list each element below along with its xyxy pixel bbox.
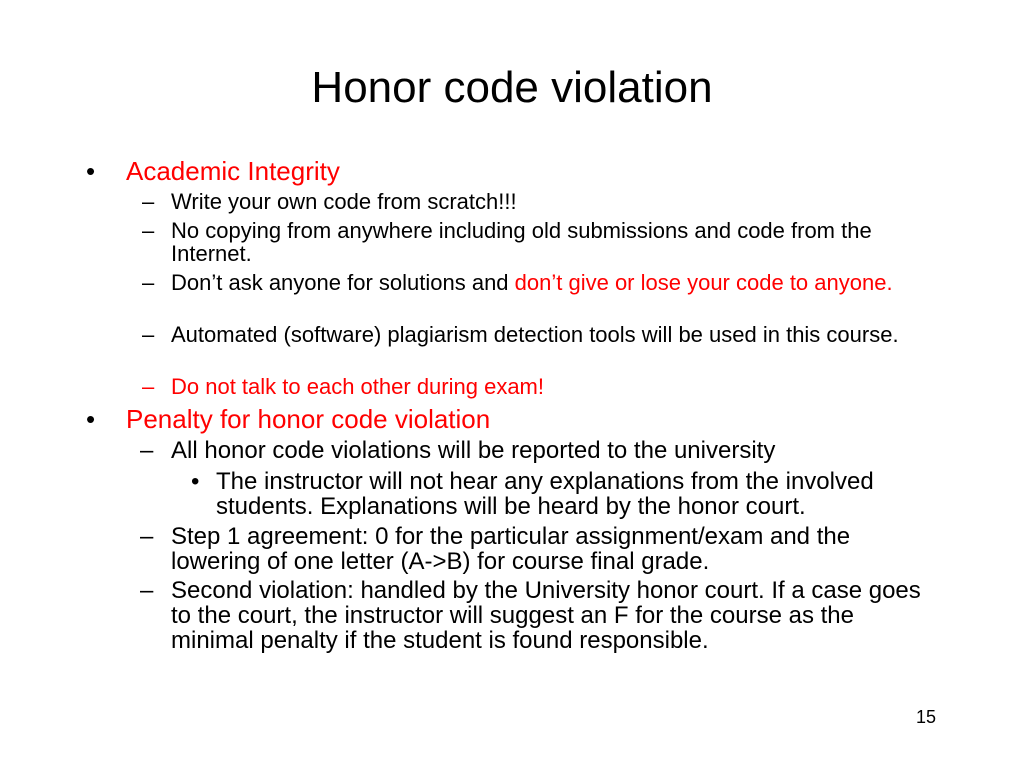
dash-marker: – xyxy=(142,374,155,399)
sub-item-text-highlight: don’t give or lose your code to anyone. xyxy=(514,270,893,295)
sub-item-text: Second violation: handled by the University honor court. If a case goes to the court, the instructor will suggest an F for the course as the minimal penalty if the student is found responsible. xyxy=(171,577,921,654)
bullet-marker: • xyxy=(86,404,96,434)
bullet-heading: Penalty for honor code violation xyxy=(126,404,491,434)
bullet-marker: • xyxy=(191,468,200,495)
slide-title: Honor code violation xyxy=(311,63,713,112)
dash-marker: – xyxy=(140,523,154,550)
sub-item-dont-ask xyxy=(142,270,931,295)
sub-item-text: Automated (software) plagiarism detection tools will be used in this course. xyxy=(171,322,899,347)
sub-item-text: Write your own code from scratch!!! xyxy=(171,189,517,214)
sub-item-no-copying xyxy=(142,218,931,266)
sub-item-second-violation xyxy=(140,577,931,654)
sub-item-text: Do not talk to each other during exam! xyxy=(171,374,544,399)
sub-item-reported xyxy=(140,437,931,464)
sub-item-text: All honor code violations will be reported to the university xyxy=(171,437,776,464)
sub-sub-item-explanations xyxy=(191,468,931,520)
sub-sub-item-text: The instructor will not hear any explanations from the involved students. Explanations will be heard by the honor court. xyxy=(216,468,874,520)
dash-marker: – xyxy=(142,322,155,347)
bullet-academic-integrity xyxy=(86,156,340,186)
bullet-heading: Academic Integrity xyxy=(126,156,340,186)
dash-marker: – xyxy=(142,270,155,295)
sub-item-plagiarism-tools xyxy=(142,322,931,347)
sub-item-step1 xyxy=(140,523,931,575)
sub-item-text: No copying from anywhere including old submissions and code from the Internet. xyxy=(171,218,872,266)
sub-item-no-talking xyxy=(142,374,931,399)
dash-marker: – xyxy=(140,437,154,464)
bullet-marker: • xyxy=(86,156,96,186)
sub-item-text: Don’t ask anyone for solutions and xyxy=(171,270,515,295)
bullet-penalty xyxy=(86,404,491,434)
dash-marker: – xyxy=(140,577,154,604)
dash-marker: – xyxy=(142,189,155,214)
sub-item-write-own-code xyxy=(142,189,931,214)
sub-item-text: Step 1 agreement: 0 for the particular assignment/exam and the lowering of one letter (A->B) for course final grade. xyxy=(171,523,851,575)
page-number: 15 xyxy=(915,707,936,727)
dash-marker: – xyxy=(142,218,155,243)
